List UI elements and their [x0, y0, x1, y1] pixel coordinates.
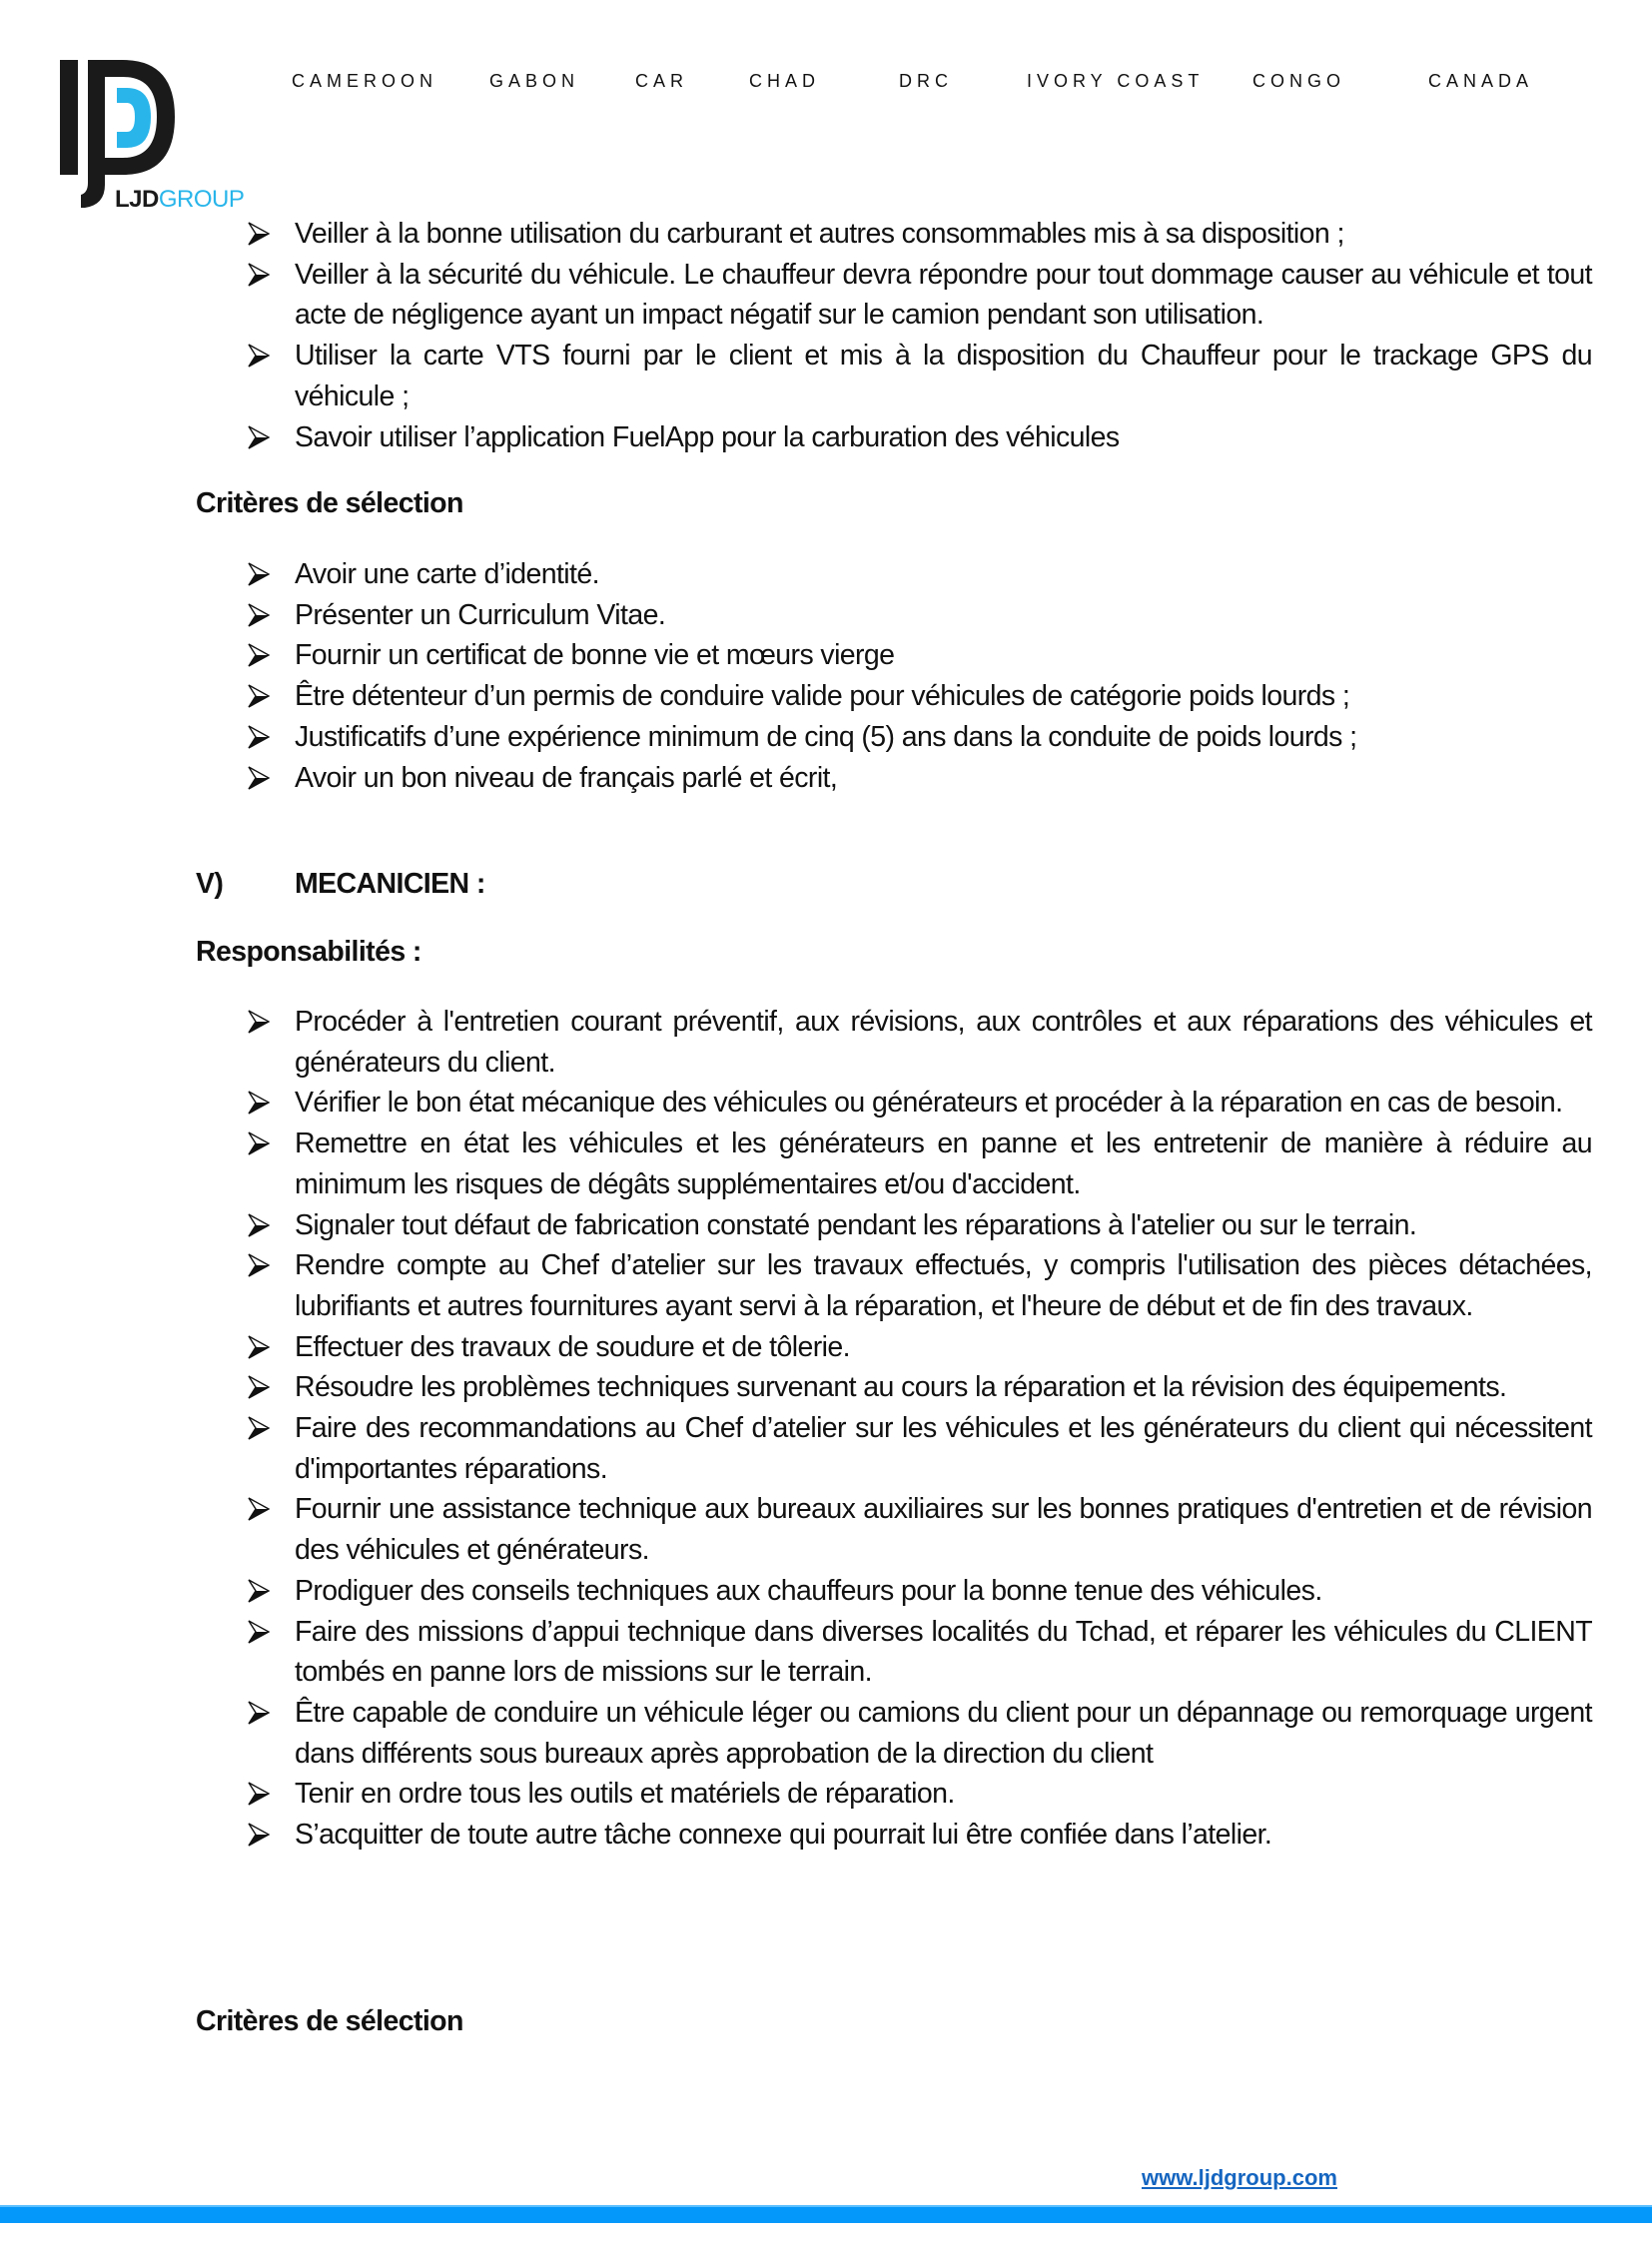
driver-criteria-heading: Critères de sélection [196, 487, 463, 519]
list-item: Prodiguer des conseils techniques aux chauffeurs pour la bonne tenue des véhicules. [196, 1571, 1592, 1612]
list-item: Être détenteur d’un permis de conduire valide pour véhicules de catégorie poids lourds ; [196, 676, 1592, 717]
list-item: Remettre en état les véhicules et les générateurs en panne et les entretenir de manière à réduire au minimum les risques de dégâts supplémentaires et/ou d'accident. [196, 1124, 1592, 1204]
list-item: Justificatifs d’une expérience minimum de cinq (5) ans dans la conduite de poids lourds ; [196, 717, 1592, 758]
footer-bar [0, 2205, 1652, 2223]
arrowhead-bullet-icon [248, 603, 270, 627]
list-item: Procéder à l'entretien courant préventif, aux révisions, aux contrôles et aux réparations des véhicules et générateurs du client. [196, 1002, 1592, 1083]
nav-item-congo[interactable]: CONGO [1252, 71, 1346, 91]
arrowhead-bullet-icon [248, 222, 270, 246]
list-item: Avoir un bon niveau de français parlé et écrit, [196, 758, 1592, 799]
mechanic-criteria-heading: Critères de sélection [196, 2005, 463, 2037]
arrowhead-bullet-icon [248, 1823, 270, 1847]
driver-criteria-list [196, 554, 1592, 798]
list-item: Effectuer des travaux de soudure et de tôlerie. [196, 1327, 1592, 1368]
arrowhead-bullet-icon [248, 684, 270, 708]
arrowhead-bullet-icon [248, 263, 270, 287]
nav-item-ivory-coast[interactable]: IVORY COAST [1027, 71, 1205, 91]
list-item: Fournir une assistance technique aux bureaux auxiliaires sur les bonnes pratiques d'entretien et de révision des véhicules et générateurs. [196, 1489, 1592, 1570]
section-number: V) [196, 868, 224, 900]
arrowhead-bullet-icon [248, 1335, 270, 1359]
list-item: Vérifier le bon état mécanique des véhicules ou générateurs et procéder à la réparation en cas de besoin. [196, 1083, 1592, 1124]
list-item: Veiller à la bonne utilisation du carburant et autres consommables mis à sa disposition ; [196, 214, 1592, 255]
arrowhead-bullet-icon [248, 643, 270, 667]
nav-item-chad[interactable]: CHAD [749, 71, 821, 91]
mechanic-responsibilities-list [196, 1002, 1592, 1856]
arrowhead-bullet-icon [248, 1091, 270, 1115]
nav-item-car[interactable]: CAR [635, 71, 689, 91]
logo-wordmark: LJDGROUP [115, 186, 245, 213]
arrowhead-bullet-icon [248, 1213, 270, 1237]
mechanic-responsibilities-heading: Responsabilités : [196, 936, 421, 968]
nav-item-canada[interactable]: CANADA [1428, 71, 1534, 91]
section-v-heading [196, 868, 795, 908]
website-link[interactable]: www.ljdgroup.com [1142, 2165, 1337, 2190]
arrowhead-bullet-icon [248, 1782, 270, 1806]
list-item: Signaler tout défaut de fabrication constaté pendant les réparations à l'atelier ou sur le terrain. [196, 1205, 1592, 1246]
country-nav [0, 71, 1652, 95]
list-item: Rendre compte au Chef d’atelier sur les travaux effectués, y compris l'utilisation des pièces détachées, lubrifiants et autres fournitures ayant servi à la réparation, et l'heure de début et de fin des travaux. [196, 1245, 1592, 1326]
list-item: Être capable de conduire un véhicule léger ou camions du client pour un dépannage ou remorquage urgent dans différents sous bureaux après approbation de la direction du client [196, 1693, 1592, 1774]
arrowhead-bullet-icon [248, 1375, 270, 1399]
list-item: Faire des missions d’appui technique dans diverses localités du Tchad, et réparer les véhicules du CLIENT tombés en panne lors de missions sur le terrain. [196, 1612, 1592, 1693]
arrowhead-bullet-icon [248, 562, 270, 586]
arrowhead-bullet-icon [248, 1010, 270, 1034]
list-item: S’acquitter de toute autre tâche connexe qui pourrait lui être confiée dans l’atelier. [196, 1815, 1592, 1856]
arrowhead-bullet-icon [248, 1253, 270, 1277]
list-item: Savoir utiliser l’application FuelApp pour la carburation des véhicules [196, 417, 1592, 458]
arrowhead-bullet-icon [248, 344, 270, 368]
driver-responsibilities-list [196, 214, 1592, 457]
list-item: Tenir en ordre tous les outils et matériels de réparation. [196, 1774, 1592, 1815]
arrowhead-bullet-icon [248, 1131, 270, 1155]
list-item: Avoir une carte d’identité. [196, 554, 1592, 595]
arrowhead-bullet-icon [248, 1620, 270, 1644]
arrowhead-bullet-icon [248, 1579, 270, 1603]
nav-item-gabon[interactable]: GABON [489, 71, 580, 91]
arrowhead-bullet-icon [248, 725, 270, 749]
list-item: Présenter un Curriculum Vitae. [196, 595, 1592, 636]
arrowhead-bullet-icon [248, 1497, 270, 1521]
section-title: MECANICIEN : [295, 868, 485, 900]
list-item: Résoudre les problèmes techniques survenant au cours la réparation et la révision des équipements. [196, 1367, 1592, 1408]
arrowhead-bullet-icon [248, 766, 270, 790]
arrowhead-bullet-icon [248, 1416, 270, 1440]
arrowhead-bullet-icon [248, 1701, 270, 1725]
nav-item-cameroon[interactable]: CAMEROON [292, 71, 438, 91]
arrowhead-bullet-icon [248, 425, 270, 449]
list-item: Utiliser la carte VTS fourni par le client et mis à la disposition du Chauffeur pour le trackage GPS du véhicule ; [196, 336, 1592, 416]
list-item: Fournir un certificat de bonne vie et mœurs vierge [196, 635, 1592, 676]
list-item: Veiller à la sécurité du véhicule. Le chauffeur devra répondre pour tout dommage causer au véhicule et tout acte de négligence ayant un impact négatif sur le camion pendant son utilisation. [196, 255, 1592, 336]
list-item: Faire des recommandations au Chef d’atelier sur les véhicules et les générateurs du client qui nécessitent d'importantes réparations. [196, 1408, 1592, 1489]
nav-item-drc[interactable]: DRC [899, 71, 953, 91]
